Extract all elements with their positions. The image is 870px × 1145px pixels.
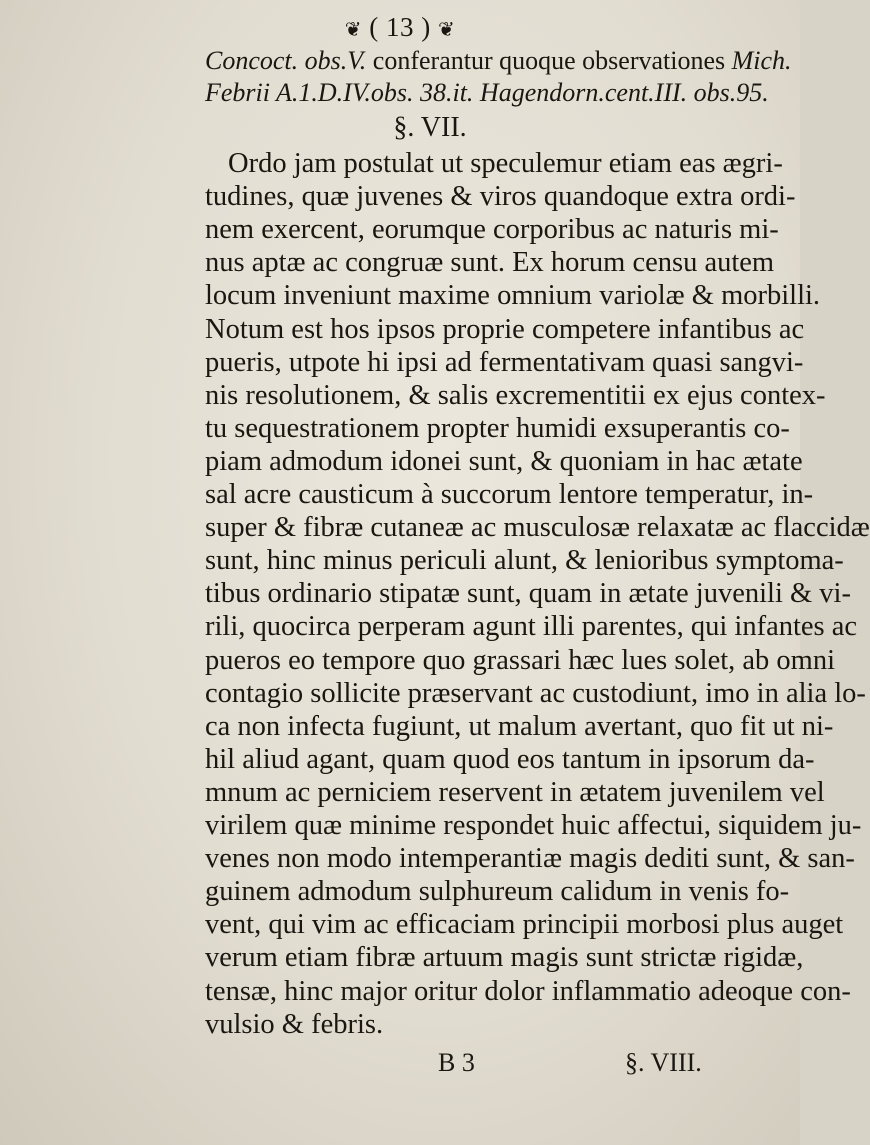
body-line: rili, quocirca perperam agunt illi parentes, qui infantes ac bbox=[205, 611, 858, 643]
reference-line-2-text: Febrii A.1.D.IV.obs. 38.it. Hagendorn.cent.III. obs.95. bbox=[205, 78, 769, 107]
body-line: contagio sollicite præservant ac custodiunt, imo in alia lo- bbox=[205, 677, 866, 709]
body-line: Ordo jam postulat ut speculemur etiam eas ægri- bbox=[228, 148, 783, 179]
body-line: venes non modo intemperantiæ magis dediti sunt, & san- bbox=[205, 843, 855, 875]
body-line: nem exercent, eorumque corporibus ac naturis mi- bbox=[205, 214, 779, 246]
body-line: Notum est hos ipsos proprie competere infantibus ac bbox=[205, 313, 805, 345]
page-number: ( 13 ) bbox=[369, 12, 431, 42]
signature-mark: B 3 bbox=[438, 1048, 475, 1077]
body-line: pueros eo tempore quo grassari hæc lues solet, ab omni bbox=[205, 644, 836, 676]
section-heading: §. VII. bbox=[393, 112, 467, 143]
ornament-right-icon: ❦ bbox=[437, 19, 456, 42]
catchword: §. VIII. bbox=[625, 1048, 702, 1077]
reference-line-2 bbox=[205, 78, 769, 108]
body-line: ca non infecta fugiunt, ut malum avertant, quo fit ut ni- bbox=[205, 710, 834, 742]
body-line: guinem admodum sulphureum calidum in venis fo- bbox=[205, 876, 790, 908]
body-line: mnum ac perniciem reservent in ætatem juvenilem vel bbox=[205, 776, 825, 808]
body-line: nis resolutionem, & salis excrementitii ex ejus contex- bbox=[205, 379, 826, 411]
body-line: sunt, hinc minus periculi alunt, & lenioribus symptoma- bbox=[205, 545, 844, 577]
ornament-left-icon: ❦ bbox=[344, 19, 362, 42]
body-line: virilem quæ minime respondet huic affectui, siquidem ju- bbox=[205, 810, 862, 841]
reference-italic-a: Concoct. obs.V. bbox=[205, 46, 367, 75]
body-line: vulsio & febris. bbox=[205, 1008, 384, 1040]
reference-line-1 bbox=[205, 46, 792, 76]
body-line: tensæ, hinc major oritur dolor inflammatio adeoque con- bbox=[205, 975, 851, 1007]
body-line: tu sequestrationem propter humidi exsuperantis co- bbox=[205, 412, 790, 444]
body-line: locum inveniunt maxime omnium variolæ & morbilli. bbox=[205, 280, 821, 312]
body-line: pueris, utpote hi ipsi ad fermentativam quasi sangvi- bbox=[205, 346, 804, 378]
body-line: sal acre causticum à succorum lentore temperatur, in- bbox=[205, 479, 814, 510]
body-line: tudines, quæ juvenes & viros quandoque extra ordi- bbox=[205, 181, 796, 213]
reference-text: conferantur quoque observationes bbox=[366, 46, 732, 75]
body-line: vent, qui vim ac efficaciam principii morbosi plus auget bbox=[205, 909, 844, 941]
body-line: verum etiam fibræ artuum magis sunt strictæ rigidæ, bbox=[205, 942, 804, 974]
body-line: hil aliud agant, quam quod eos tantum in ipsorum da- bbox=[205, 743, 815, 775]
body-line: piam admodum idonei sunt, & quoniam in hac ætate bbox=[205, 445, 803, 477]
body-line: tibus ordinario stipatæ sunt, quam in ætate juvenili & vi- bbox=[205, 578, 851, 610]
running-header bbox=[0, 12, 800, 43]
body-line: nus aptæ ac congruæ sunt. Ex horum censu autem bbox=[205, 247, 775, 279]
body-line: super & fibræ cutaneæ ac musculosæ relaxatæ ac flaccidæ bbox=[205, 512, 870, 544]
reference-italic-b: Mich. bbox=[731, 46, 792, 75]
